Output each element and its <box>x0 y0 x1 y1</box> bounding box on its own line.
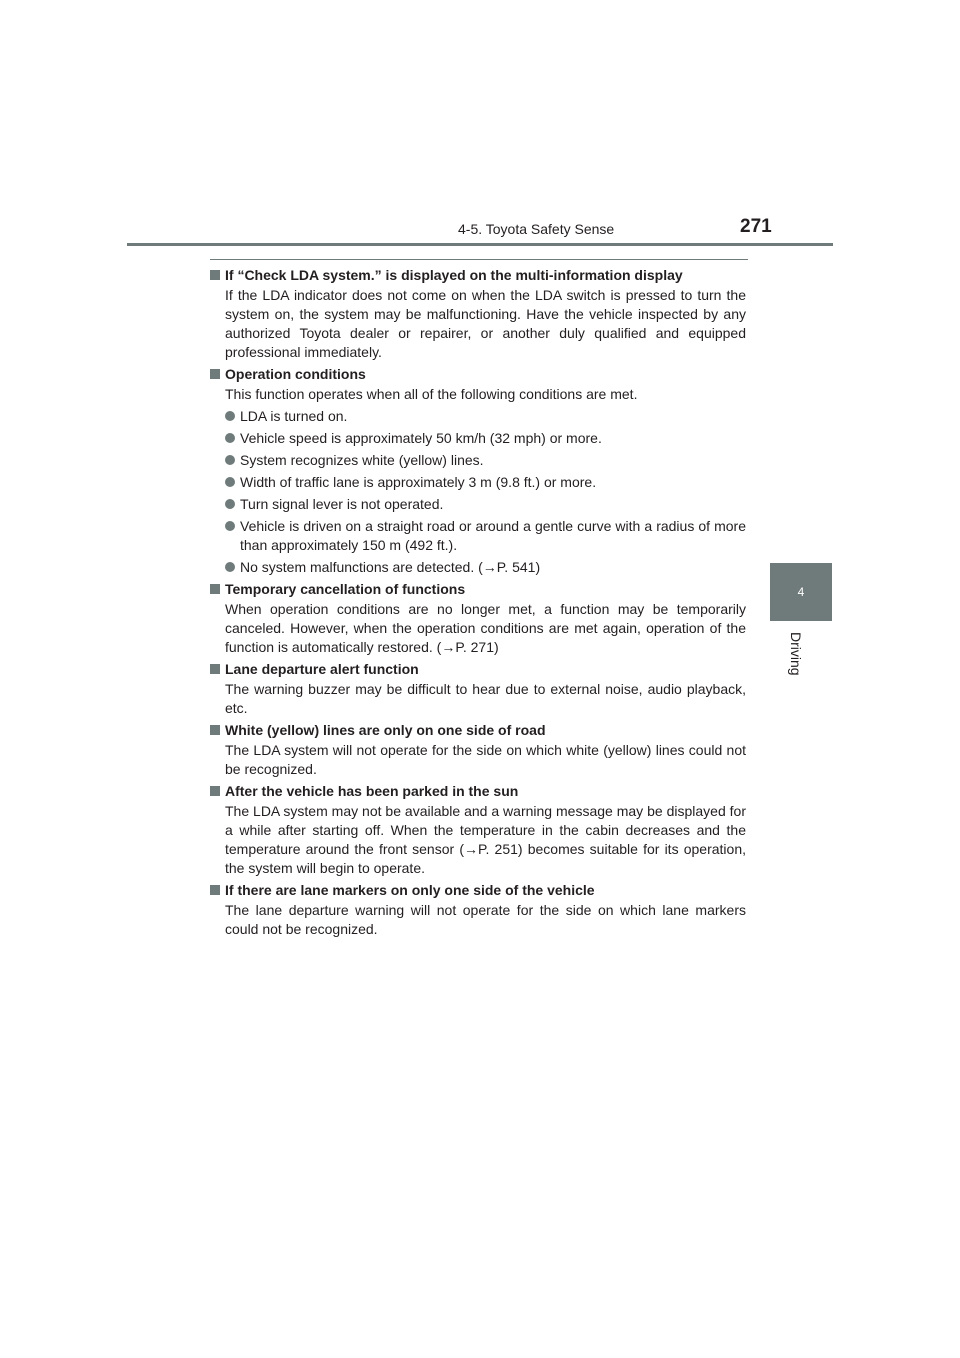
section-heading <box>210 660 746 679</box>
list-item-text: Vehicle is driven on a straight road or around a gentle curve with a radius of more than approximately 150 m (492 ft.). <box>240 518 746 553</box>
header-divider <box>127 243 833 246</box>
list-item-text: No system malfunctions are detected. (→P. 541) <box>240 559 541 575</box>
section-heading-text: White (yellow) lines are only on one side of road <box>225 722 546 738</box>
circle-bullet-icon <box>225 521 235 531</box>
square-bullet-icon <box>210 584 220 594</box>
list-item <box>225 473 746 492</box>
section-heading <box>210 881 746 900</box>
list-item-text: LDA is turned on. <box>240 408 348 424</box>
list-item <box>225 451 746 470</box>
section-markers-one-side <box>210 881 746 939</box>
circle-bullet-icon <box>225 433 235 443</box>
list-item-text: Width of traffic lane is approximately 3 m (9.8 ft.) or more. <box>240 474 597 490</box>
section-heading-text: If “Check LDA system.” is displayed on the multi-information display <box>225 267 683 283</box>
circle-bullet-icon <box>225 411 235 421</box>
section-heading <box>210 782 746 801</box>
conditions-list <box>210 407 746 577</box>
list-item <box>225 495 746 514</box>
square-bullet-icon <box>210 885 220 895</box>
chapter-label: Driving <box>788 632 804 676</box>
section-body: The LDA system may not be available and a warning message may be displayed for a while after starting off. When the temperature in the cabin decreases and the temperature around the front sensor (→P. 251) becomes suitable for its operation, the system will begin to operate. <box>225 803 746 876</box>
circle-bullet-icon <box>225 455 235 465</box>
section-body: When operation conditions are no longer met, a function may be temporarily canceled. However, when the operation conditions are met again, operation of the function is automatically restored. (→P. 271) <box>225 601 746 655</box>
section-heading <box>210 580 746 599</box>
list-item <box>225 558 746 577</box>
header-section-title: 4-5. Toyota Safety Sense <box>458 221 615 237</box>
page-number: 271 <box>740 216 772 237</box>
list-item <box>225 429 746 448</box>
list-item-text: Turn signal lever is not operated. <box>240 496 444 512</box>
section-lines-one-side <box>210 721 746 779</box>
section-heading-text: If there are lane markers on only one side of the vehicle <box>225 882 595 898</box>
section-heading <box>210 721 746 740</box>
page-content <box>210 266 746 942</box>
chapter-tab: 4 <box>770 563 832 621</box>
square-bullet-icon <box>210 786 220 796</box>
section-body: If the LDA indicator does not come on when the LDA switch is pressed to turn the system on, the system may be malfunctioning. Have the vehicle inspected by any authorized Toyota dealer or repairer, or another duly qualified and equipped professional immediately. <box>225 287 746 360</box>
section-parked-in-sun <box>210 782 746 878</box>
content-top-divider <box>210 259 748 260</box>
square-bullet-icon <box>210 369 220 379</box>
square-bullet-icon <box>210 725 220 735</box>
circle-bullet-icon <box>225 499 235 509</box>
section-body: The warning buzzer may be difficult to hear due to external noise, audio playback, etc. <box>225 681 746 716</box>
section-body: This function operates when all of the following conditions are met. <box>225 386 638 402</box>
section-operation-conditions <box>210 365 746 577</box>
section-temporary-cancellation <box>210 580 746 657</box>
square-bullet-icon <box>210 664 220 674</box>
section-heading-text: Temporary cancellation of functions <box>225 581 466 597</box>
section-check-lda <box>210 266 746 362</box>
section-heading <box>210 365 746 384</box>
section-body: The lane departure warning will not operate for the side on which lane markers could not be recognized. <box>225 902 746 937</box>
section-lane-departure-alert <box>210 660 746 718</box>
list-item-text: Vehicle speed is approximately 50 km/h (32 mph) or more. <box>240 430 602 446</box>
circle-bullet-icon <box>225 477 235 487</box>
section-heading-text: After the vehicle has been parked in the sun <box>225 783 519 799</box>
section-heading-text: Operation conditions <box>225 366 366 382</box>
section-heading <box>210 266 746 285</box>
square-bullet-icon <box>210 270 220 280</box>
list-item-text: System recognizes white (yellow) lines. <box>240 452 484 468</box>
list-item <box>225 517 746 555</box>
list-item <box>225 407 746 426</box>
section-heading-text: Lane departure alert function <box>225 661 419 677</box>
section-body: The LDA system will not operate for the side on which white (yellow) lines could not be recognized. <box>225 742 746 777</box>
circle-bullet-icon <box>225 562 235 572</box>
